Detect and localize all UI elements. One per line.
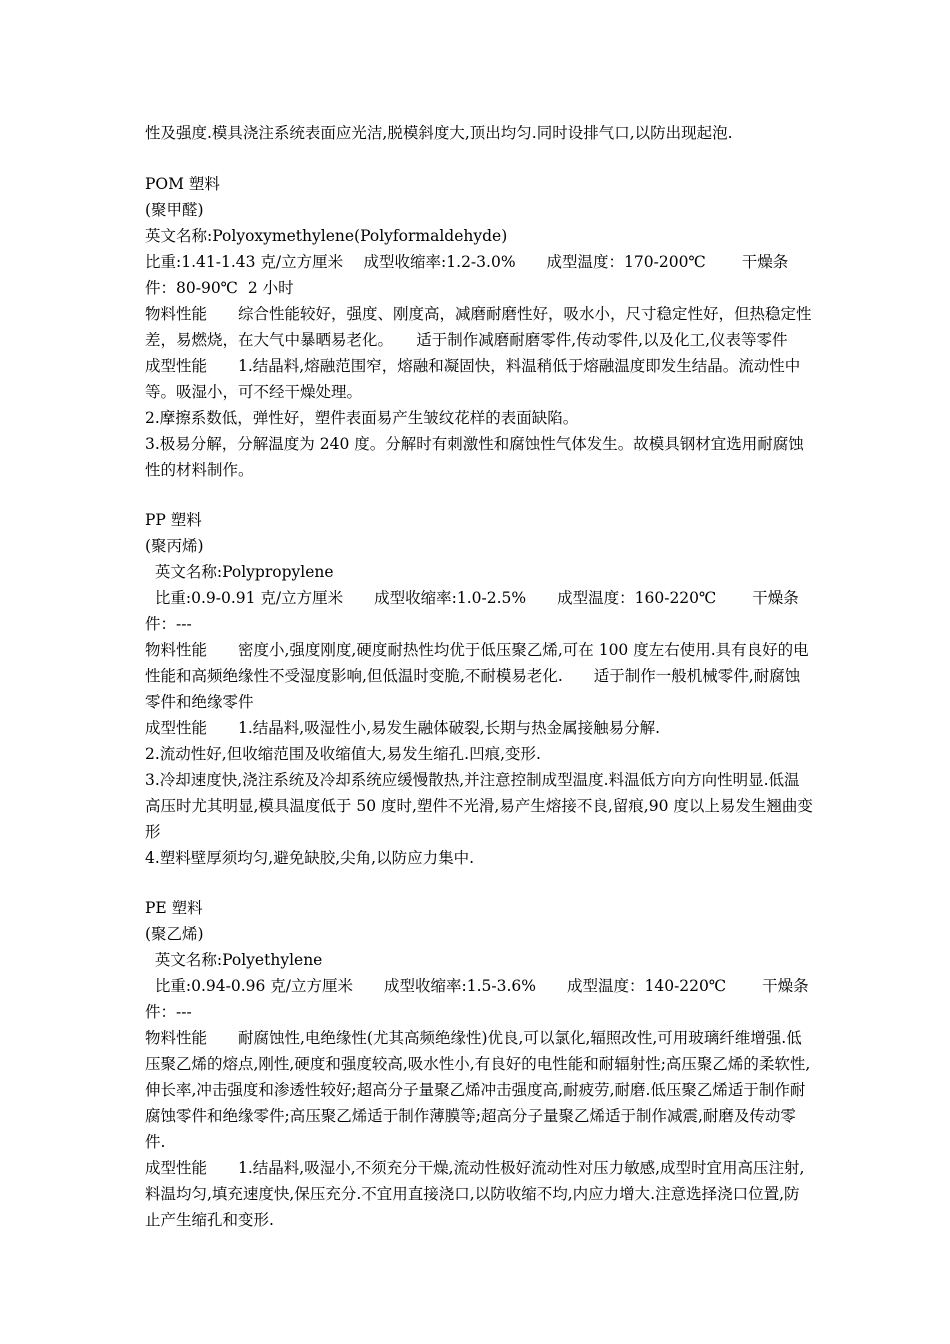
section-subtitle: (聚甲醛) [145, 201, 204, 219]
section-pe [145, 895, 813, 1233]
section-subtitle: (聚丙烯) [145, 537, 204, 555]
molding-properties-1: 成型性能 1.结晶料,熔融范围窄，熔融和凝固快，料温稍低于熔融温度即发生结晶。流动性中等。吸湿小，可不经干燥处理。 [145, 357, 801, 401]
section-title: POM 塑料 [145, 175, 220, 193]
material-properties: 物料性能 综合性能较好，强度、刚度高，减磨耐磨性好，吸水小，尺寸稳定性好，但热稳定性差，易燃烧，在大气中暴晒易老化。 适于制作减磨耐磨零件,传动零件,以及化工,仪表等零件 [145, 305, 812, 349]
english-name: 英文名称:Polyoxymethylene(Polyformaldehyde) [145, 227, 508, 245]
material-properties: 物料性能 密度小,强度刚度,硬度耐热性均优于低压聚乙烯,可在 100 度左右使用.具有良好的电性能和高频绝缘性不受湿度影响,但低温时变脆,不耐模易老化. 适于制作一般机械零件,耐腐蚀零件和绝缘零件 [145, 641, 809, 711]
molding-properties-3: 3.冷却速度快,浇注系统及冷却系统应缓慢散热,并注意控制成型温度.料温低方向方向性明显.低温高压时尤其明显,模具温度低于 50 度时,塑件不光滑,易产生熔接不良,留痕,90 度以上易发生翘曲变形 [145, 771, 813, 841]
section-title: PP 塑料 [145, 511, 202, 529]
molding-properties-3: 3.极易分解，分解温度为 240 度。分解时有刺激性和腐蚀性气体发生。故模具钢材宜选用耐腐蚀性的材料制作。 [145, 435, 804, 479]
section-pp [145, 507, 813, 871]
spec-line: 比重:0.9-0.91 克/立方厘米 成型收缩率:1.0-2.5% 成型温度：160-220℃ 干燥条件：--- [145, 589, 799, 633]
intro-paragraph: 性及强度.模具浇注系统表面应光洁,脱模斜度大,顶出均匀.同时设排气口,以防出现起泡. [145, 124, 733, 142]
molding-properties-1: 成型性能 1.结晶料,吸湿小,不须充分干燥,流动性极好流动性对压力敏感,成型时宜用高压注射,料温均匀,填充速度快,保压充分.不宜用直接浇口,以防收缩不均,内应力增大.注意选择浇口位置,防止产生缩孔和变形. [145, 1159, 805, 1229]
molding-properties-2: 2.摩擦系数低，弹性好，塑件表面易产生皱纹花样的表面缺陷。 [145, 409, 579, 427]
section-subtitle: (聚乙烯) [145, 925, 204, 943]
molding-properties-4: 4.塑料壁厚须均匀,避免缺胶,尖角,以防应力集中. [145, 849, 474, 867]
section-pom [145, 171, 813, 483]
english-name: 英文名称:Polyethylene [145, 951, 323, 969]
section-title: PE 塑料 [145, 899, 203, 917]
spec-line: 比重:0.94-0.96 克/立方厘米 成型收缩率:1.5-3.6% 成型温度：140-220℃ 干燥条件：--- [145, 977, 809, 1021]
material-properties: 物料性能 耐腐蚀性,电绝缘性(尤其高频绝缘性)优良,可以氯化,辐照改性,可用玻璃纤维增强.低压聚乙烯的熔点,刚性,硬度和强度较高,吸水性小,有良好的电性能和耐辐射性;高压聚乙烯的柔软性,伸长率,冲击强度和渗透性较好;超高分子量聚乙烯冲击强度高,耐疲劳,耐磨.低压聚乙烯适于制作耐腐蚀零件和绝缘零件;高压聚乙烯适于制作薄膜等;超高分子量聚乙烯适于制作减震,耐磨及传动零件. [145, 1029, 811, 1151]
molding-properties-1: 成型性能 1.结晶料,吸湿性小,易发生融体破裂,长期与热金属接触易分解. [145, 719, 660, 737]
spec-line: 比重:1.41-1.43 克/立方厘米 成型收缩率:1.2-3.0% 成型温度：170-200℃ 干燥条件：80-90℃ 2 小时 [145, 253, 789, 297]
molding-properties-2: 2.流动性好,但收缩范围及收缩值大,易发生缩孔.凹痕,变形. [145, 745, 541, 763]
english-name: 英文名称:Polypropylene [145, 563, 334, 581]
document-page [145, 120, 813, 1233]
